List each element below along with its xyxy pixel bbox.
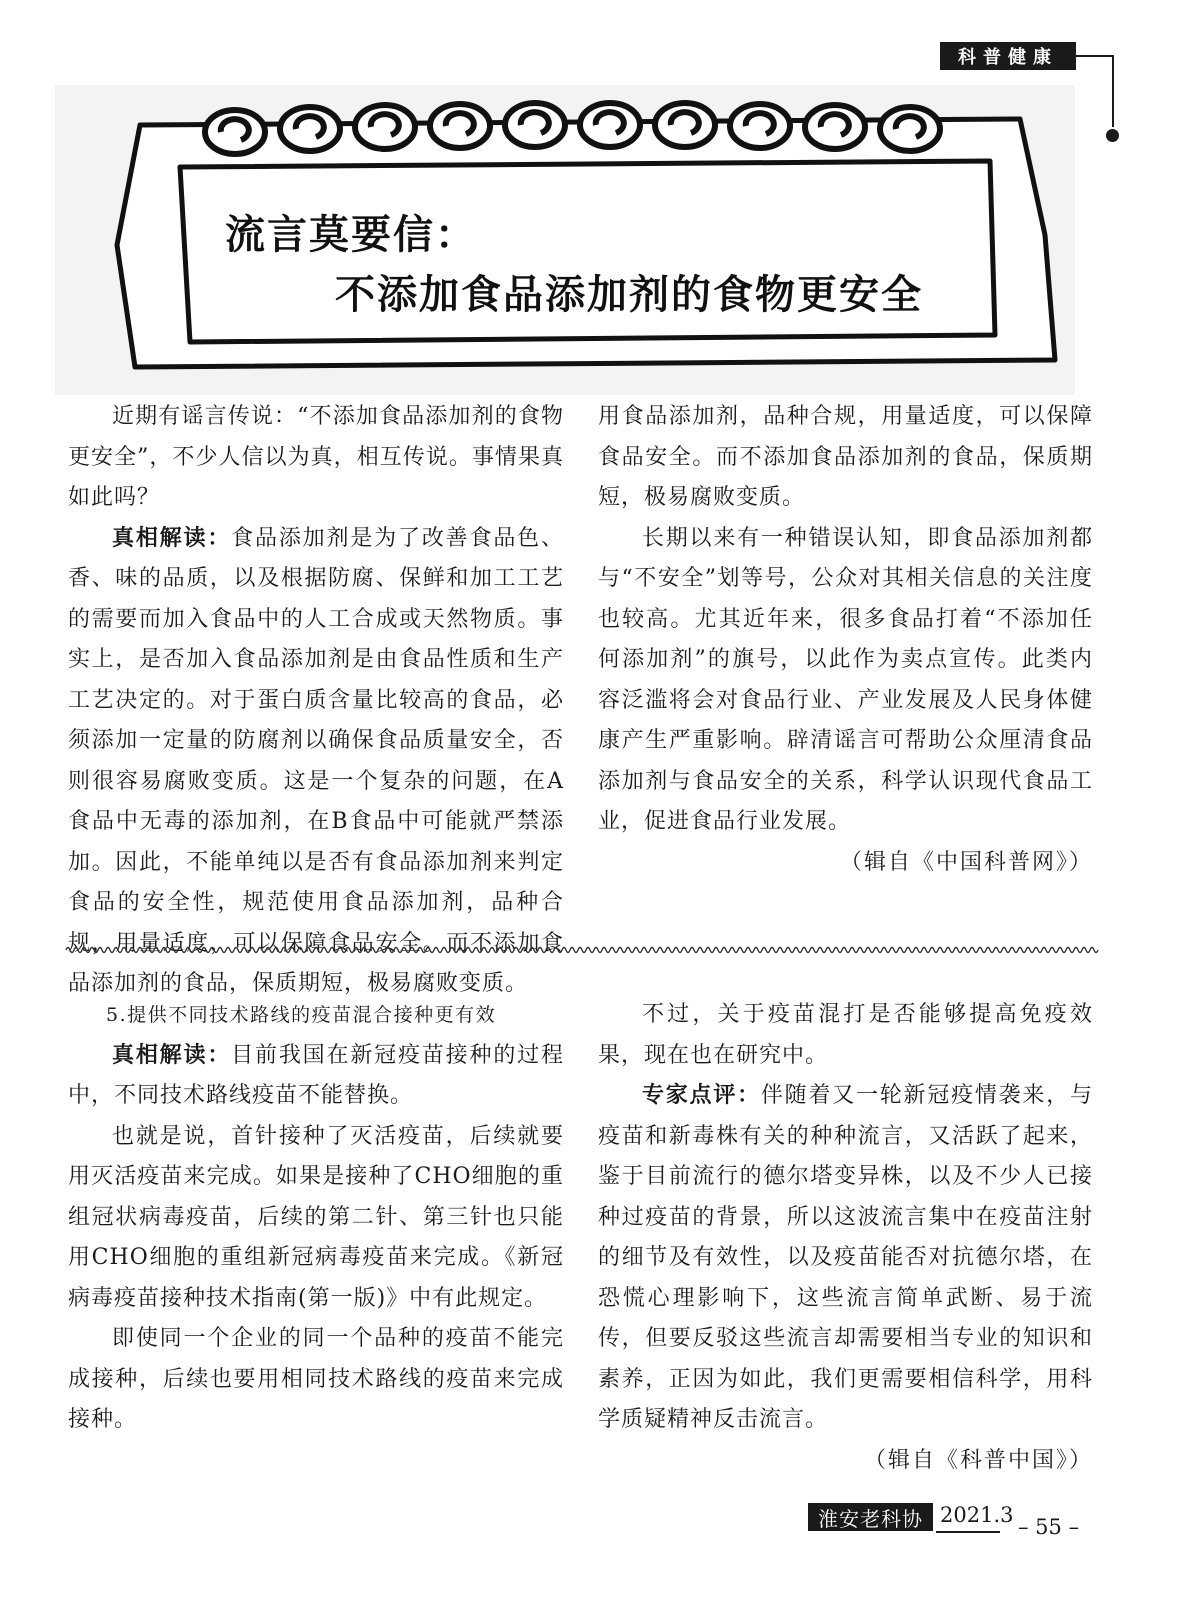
article1-intro: 近期有谣言传说：“不添加食品添加剂的食物更安全”，不少人信以为真，相互传说。事情果真如此吗？ xyxy=(68,404,564,510)
article1-left-column xyxy=(68,397,564,996)
article2-source: （辑自《科普中国》） xyxy=(863,1447,1093,1473)
footer-issue: 2021.3 xyxy=(940,1503,1014,1527)
tag-vertical-line xyxy=(1112,55,1114,127)
article-title-line2: 不添加食品添加剂的食物更安全 xyxy=(335,272,923,318)
banner-frame xyxy=(55,85,1075,395)
article2-left-column xyxy=(68,995,564,1441)
article2-para3: 即使同一个企业的同一个品种的疫苗不能完成接种，后续也要用相同技术路线的疫苗来完成接种。 xyxy=(68,1326,564,1432)
section-tag: 科普健康 xyxy=(940,42,1076,70)
article2-para2: 也就是说，首针接种了灭活疫苗，后续就要用灭活疫苗来完成。如果是接种了CHO细胞的重组冠状病毒疫苗，后续的第二针、第三针也只能用CHO细胞的重组新冠病毒疫苗来完成。《新冠病毒疫苗接种技术指南(第一版)》中有此规定。 xyxy=(68,1123,564,1311)
page-number: – 55 – xyxy=(1018,1515,1080,1539)
article2-para4: 不过，关于疫苗混打是否能够提高免疫效果，现在也在研究中。 xyxy=(598,1002,1093,1068)
article1-source: （辑自《中国科普网》） xyxy=(839,849,1093,875)
tag-dot xyxy=(1106,129,1119,142)
article1-truth-text: 食品添加剂是为了改善食品色、香、味的品质，以及根据防腐、保鲜和加工工艺的需要而加入食品中的人工合成或天然物质。事实上，是否加入食品添加剂是由食品性质和生产工艺决定的。对于蛋白质含量比较高的食品，必须添加一定量的防腐剂以确保食品质量安全，否则很容易腐败变质。这是一个复杂的问题，在A食品中无毒的添加剂，在B食品中可能就严禁添加。因此，不能单纯以是否有食品添加剂来判定食品的安全性，规范使用食品添加剂，品种合规，用量适度，可以保障食品安全。而不添加食品添加剂的食品，保质期短，极易腐败变质。 xyxy=(68,525,564,996)
article2-subheading: 5.提供不同技术路线的疫苗混合接种更有效 xyxy=(106,1004,497,1026)
footer-issue-underline xyxy=(936,1531,1000,1533)
tag-connector-line xyxy=(1076,55,1113,57)
article2-right-column xyxy=(598,995,1093,1481)
footer-publication: 淮安老科协 xyxy=(808,1503,933,1531)
article2-truth-paragraph xyxy=(68,1036,564,1117)
article2-expert-paragraph xyxy=(598,1076,1093,1441)
article1-para2: 长期以来有一种错误认知，即食品添加剂都与“不安全”划等号，公众对其相关信息的关注度也较高。尤其近年来，很多食品打着“不添加任何添加剂”的旗号，以此作为卖点宣传。此类内容泛滥将会对食品行业、产业发展及人民身体健康产生严重影响。辟清谣言可帮助公众厘清食品添加剂与食品安全的关系，科学认识现代食品工业，促进食品行业发展。 xyxy=(598,525,1093,834)
article1-truth-label: 真相解读： xyxy=(112,525,232,551)
article2-truth-label: 真相解读： xyxy=(112,1042,232,1068)
article2-expert-label: 专家点评： xyxy=(642,1083,761,1108)
article1-right-column xyxy=(598,397,1093,883)
article-title-line1: 流言莫要信： xyxy=(225,212,477,258)
wavy-divider xyxy=(66,944,1093,956)
article1-truth-paragraph xyxy=(68,519,564,1005)
article2-expert-text: 伴随着又一轮新冠疫情袭来，与疫苗和新毒株有关的种种流言，又活跃了起来，鉴于目前流行的德尔塔变异株，以及不少人已接种过疫苗的背景，所以这波流言集中在疫苗注射的细节及有效性，以及疫苗能否对抗德尔塔，在恐慌心理影响下，这些流言简单武断、易于流传，但要反驳这些流言却需要相当专业的知识和素养，正因为如此，我们更需要相信科学，用科学质疑精神反击流言。 xyxy=(598,1083,1093,1432)
article2-truth-text: 目前我国在新冠疫苗接种的过程中，不同技术路线疫苗不能替换。 xyxy=(68,1042,564,1108)
article1-truth-continuation: 用食品添加剂，品种合规，用量适度，可以保障食品安全。而不添加食品添加剂的食品，保质期短，极易腐败变质。 xyxy=(598,404,1093,510)
title-banner xyxy=(55,85,1075,395)
